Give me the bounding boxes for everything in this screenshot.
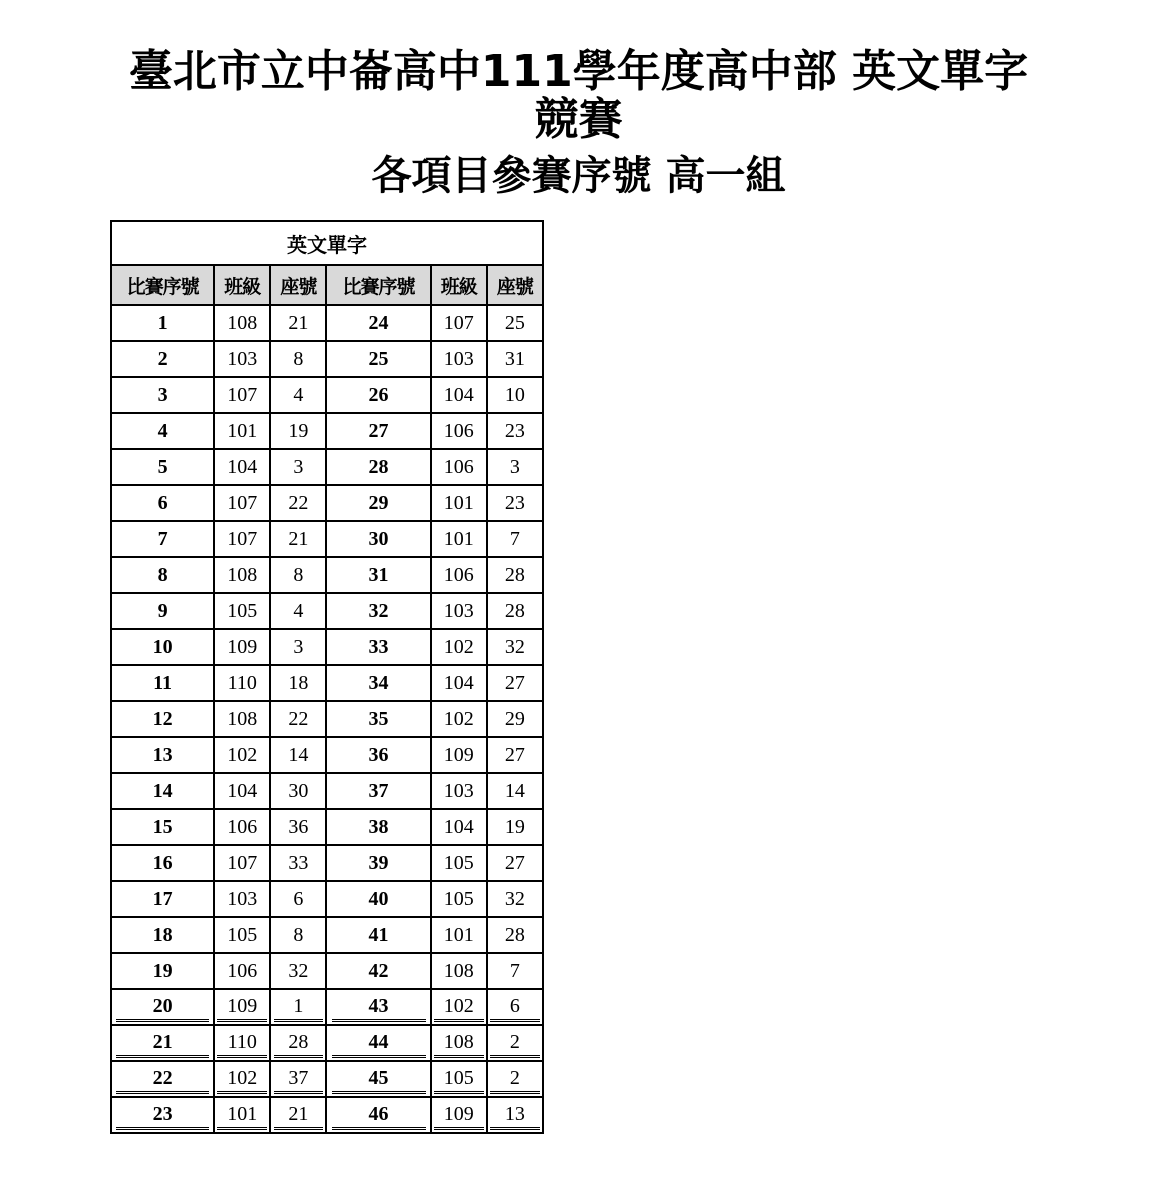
header-seq-right: 比賽序號 — [326, 265, 430, 305]
cell-seq-left: 13 — [111, 737, 214, 773]
cell-seq-right: 38 — [326, 809, 430, 845]
cell-class-left — [214, 1097, 270, 1133]
cell-seq-left: 3 — [111, 377, 214, 413]
cell-seat-right: 14 — [487, 773, 543, 809]
cell-class-right — [431, 1025, 487, 1061]
cell-seat-left: 21 — [270, 305, 326, 341]
cell-seat-right: 3 — [487, 449, 543, 485]
cell-value: 109 — [217, 993, 267, 1022]
table-row — [111, 665, 543, 701]
cell-value: 21 — [116, 1029, 209, 1058]
cell-seat-right: 28 — [487, 557, 543, 593]
cell-class-left: 107 — [214, 521, 270, 557]
cell-seat-left: 14 — [270, 737, 326, 773]
cell-seat-left: 32 — [270, 953, 326, 989]
cell-seq-left: 7 — [111, 521, 214, 557]
cell-seat-left: 22 — [270, 485, 326, 521]
cell-seq-right: 41 — [326, 917, 430, 953]
table-row — [111, 773, 543, 809]
cell-class-left: 106 — [214, 953, 270, 989]
cell-seat-left: 3 — [270, 449, 326, 485]
cell-class-right — [431, 1097, 487, 1133]
cell-seat-right: 19 — [487, 809, 543, 845]
cell-seq-left: 19 — [111, 953, 214, 989]
cell-class-right: 108 — [431, 953, 487, 989]
cell-class-right: 107 — [431, 305, 487, 341]
cell-value: 22 — [116, 1065, 209, 1094]
cell-value: 23 — [116, 1101, 209, 1130]
table-row — [111, 341, 543, 377]
cell-class-right: 101 — [431, 485, 487, 521]
cell-seq-left: 1 — [111, 305, 214, 341]
cell-class-left: 105 — [214, 593, 270, 629]
table-row — [111, 521, 543, 557]
cell-seq-left: 4 — [111, 413, 214, 449]
cell-seat-left — [270, 1061, 326, 1097]
cell-seq-right: 33 — [326, 629, 430, 665]
cell-seq-left: 18 — [111, 917, 214, 953]
cell-seat-right: 27 — [487, 665, 543, 701]
cell-value: 109 — [434, 1101, 484, 1130]
cell-seat-right — [487, 989, 543, 1025]
cell-class-right: 106 — [431, 413, 487, 449]
cell-class-left: 104 — [214, 449, 270, 485]
cell-class-right: 106 — [431, 449, 487, 485]
cell-seat-left: 6 — [270, 881, 326, 917]
roster-table — [110, 220, 544, 1134]
cell-class-left: 109 — [214, 629, 270, 665]
cell-class-left: 108 — [214, 701, 270, 737]
cell-seq-right: 37 — [326, 773, 430, 809]
table-row — [111, 629, 543, 665]
cell-seq-right — [326, 1097, 430, 1133]
cell-seq-left — [111, 1025, 214, 1061]
table-row — [111, 1061, 543, 1097]
cell-value: 1 — [274, 993, 324, 1022]
cell-class-right — [431, 1061, 487, 1097]
cell-class-right: 101 — [431, 521, 487, 557]
roster-body — [111, 305, 543, 1133]
cell-seat-right — [487, 1025, 543, 1061]
cell-class-right: 103 — [431, 773, 487, 809]
title-line-2: 各項目參賽序號 高一組 — [371, 153, 786, 199]
cell-value: 108 — [434, 1029, 484, 1058]
cell-seat-left: 22 — [270, 701, 326, 737]
cell-class-left: 103 — [214, 341, 270, 377]
cell-class-left: 110 — [214, 665, 270, 701]
cell-class-right: 102 — [431, 629, 487, 665]
table-row — [111, 953, 543, 989]
table-row — [111, 449, 543, 485]
cell-seat-right: 7 — [487, 953, 543, 989]
cell-seq-right: 35 — [326, 701, 430, 737]
table-row — [111, 701, 543, 737]
cell-seq-left: 12 — [111, 701, 214, 737]
cell-seq-right: 24 — [326, 305, 430, 341]
cell-seat-left — [270, 1097, 326, 1133]
cell-seq-left: 8 — [111, 557, 214, 593]
header-row — [111, 265, 543, 305]
cell-seq-left: 5 — [111, 449, 214, 485]
cell-seq-left: 17 — [111, 881, 214, 917]
cell-value: 101 — [217, 1101, 267, 1130]
cell-seat-left: 36 — [270, 809, 326, 845]
cell-seq-left: 14 — [111, 773, 214, 809]
cell-value: 28 — [274, 1029, 324, 1058]
cell-value: 37 — [274, 1065, 324, 1094]
cell-seat-left — [270, 1025, 326, 1061]
cell-class-left: 102 — [214, 737, 270, 773]
cell-seat-left: 33 — [270, 845, 326, 881]
cell-value: 46 — [332, 1101, 426, 1130]
cell-class-right: 104 — [431, 665, 487, 701]
cell-seq-left — [111, 989, 214, 1025]
table-row — [111, 485, 543, 521]
cell-seq-right: 34 — [326, 665, 430, 701]
cell-seq-right: 28 — [326, 449, 430, 485]
cell-seat-right — [487, 1097, 543, 1133]
cell-seat-right: 10 — [487, 377, 543, 413]
table-row — [111, 881, 543, 917]
cell-value: 43 — [332, 993, 426, 1022]
cell-seq-right: 25 — [326, 341, 430, 377]
cell-seat-right: 29 — [487, 701, 543, 737]
cell-seat-right: 23 — [487, 485, 543, 521]
cell-seat-right: 28 — [487, 917, 543, 953]
cell-seq-left — [111, 1097, 214, 1133]
cell-seq-right: 32 — [326, 593, 430, 629]
cell-class-right — [431, 989, 487, 1025]
cell-value: 20 — [116, 993, 209, 1022]
cell-value: 6 — [490, 993, 540, 1022]
table-row — [111, 377, 543, 413]
cell-class-right: 101 — [431, 917, 487, 953]
cell-value: 2 — [490, 1065, 540, 1094]
cell-class-right: 104 — [431, 377, 487, 413]
cell-seat-right: 32 — [487, 881, 543, 917]
cell-seq-right: 27 — [326, 413, 430, 449]
cell-class-left — [214, 1061, 270, 1097]
header-class-right: 班級 — [431, 265, 487, 305]
cell-value: 105 — [434, 1065, 484, 1094]
caption-row — [111, 221, 543, 265]
table-row — [111, 593, 543, 629]
cell-value: 102 — [217, 1065, 267, 1094]
cell-class-left: 107 — [214, 845, 270, 881]
cell-seq-left: 6 — [111, 485, 214, 521]
cell-class-right: 109 — [431, 737, 487, 773]
table-row — [111, 917, 543, 953]
cell-class-left: 104 — [214, 773, 270, 809]
table-row — [111, 737, 543, 773]
cell-class-right: 102 — [431, 701, 487, 737]
cell-seq-right: 30 — [326, 521, 430, 557]
cell-value: 44 — [332, 1029, 426, 1058]
cell-seq-right: 39 — [326, 845, 430, 881]
cell-class-left: 107 — [214, 377, 270, 413]
cell-seat-right: 32 — [487, 629, 543, 665]
cell-seat-left: 8 — [270, 557, 326, 593]
cell-class-left: 103 — [214, 881, 270, 917]
cell-value: 21 — [274, 1101, 324, 1130]
cell-seq-left: 9 — [111, 593, 214, 629]
cell-seq-right: 29 — [326, 485, 430, 521]
cell-class-left: 106 — [214, 809, 270, 845]
cell-class-left: 108 — [214, 305, 270, 341]
cell-seq-right: 42 — [326, 953, 430, 989]
cell-seq-right: 40 — [326, 881, 430, 917]
cell-class-left: 101 — [214, 413, 270, 449]
cell-seq-left: 16 — [111, 845, 214, 881]
table-row — [111, 413, 543, 449]
cell-seq-right: 36 — [326, 737, 430, 773]
header-seq-left: 比賽序號 — [111, 265, 214, 305]
cell-seat-left: 4 — [270, 377, 326, 413]
cell-seq-left: 11 — [111, 665, 214, 701]
cell-seat-right: 28 — [487, 593, 543, 629]
table-row — [111, 1097, 543, 1133]
cell-seat-left: 3 — [270, 629, 326, 665]
cell-seat-right: 7 — [487, 521, 543, 557]
cell-class-left — [214, 1025, 270, 1061]
cell-value: 13 — [490, 1101, 540, 1130]
cell-seat-left: 8 — [270, 917, 326, 953]
header-class-left: 班級 — [214, 265, 270, 305]
cell-seat-right: 31 — [487, 341, 543, 377]
cell-seat-right — [487, 1061, 543, 1097]
cell-seat-left: 18 — [270, 665, 326, 701]
cell-class-right: 105 — [431, 845, 487, 881]
cell-seat-left: 4 — [270, 593, 326, 629]
table-row — [111, 557, 543, 593]
cell-class-right: 105 — [431, 881, 487, 917]
cell-value: 110 — [217, 1029, 267, 1058]
cell-class-left: 107 — [214, 485, 270, 521]
table-row — [111, 809, 543, 845]
cell-class-right: 103 — [431, 341, 487, 377]
cell-seat-left: 21 — [270, 521, 326, 557]
cell-seat-left — [270, 989, 326, 1025]
cell-value: 102 — [434, 993, 484, 1022]
table-row — [111, 845, 543, 881]
cell-seat-right: 23 — [487, 413, 543, 449]
cell-seat-right: 27 — [487, 737, 543, 773]
cell-seq-left: 15 — [111, 809, 214, 845]
header-seat-right: 座號 — [487, 265, 543, 305]
cell-seq-right: 26 — [326, 377, 430, 413]
cell-seat-left: 30 — [270, 773, 326, 809]
cell-seat-right: 27 — [487, 845, 543, 881]
title-line-1: 臺北市立中崙高中111學年度高中部 英文單字競賽 — [128, 46, 1029, 145]
page-title — [0, 48, 1157, 200]
table-row — [111, 1025, 543, 1061]
cell-class-right: 103 — [431, 593, 487, 629]
cell-seat-right: 25 — [487, 305, 543, 341]
cell-seq-right: 31 — [326, 557, 430, 593]
cell-value: 2 — [490, 1029, 540, 1058]
cell-class-right: 106 — [431, 557, 487, 593]
cell-class-left: 105 — [214, 917, 270, 953]
cell-seq-left: 10 — [111, 629, 214, 665]
cell-class-right: 104 — [431, 809, 487, 845]
cell-value: 45 — [332, 1065, 426, 1094]
cell-seat-left: 19 — [270, 413, 326, 449]
header-seat-left: 座號 — [270, 265, 326, 305]
table-caption: 英文單字 — [111, 221, 543, 265]
cell-seat-left: 8 — [270, 341, 326, 377]
table-row — [111, 305, 543, 341]
cell-seq-left — [111, 1061, 214, 1097]
cell-seq-left: 2 — [111, 341, 214, 377]
cell-seq-right — [326, 1061, 430, 1097]
cell-seq-right — [326, 989, 430, 1025]
cell-class-left: 108 — [214, 557, 270, 593]
table-row — [111, 989, 543, 1025]
cell-class-left — [214, 989, 270, 1025]
cell-seq-right — [326, 1025, 430, 1061]
